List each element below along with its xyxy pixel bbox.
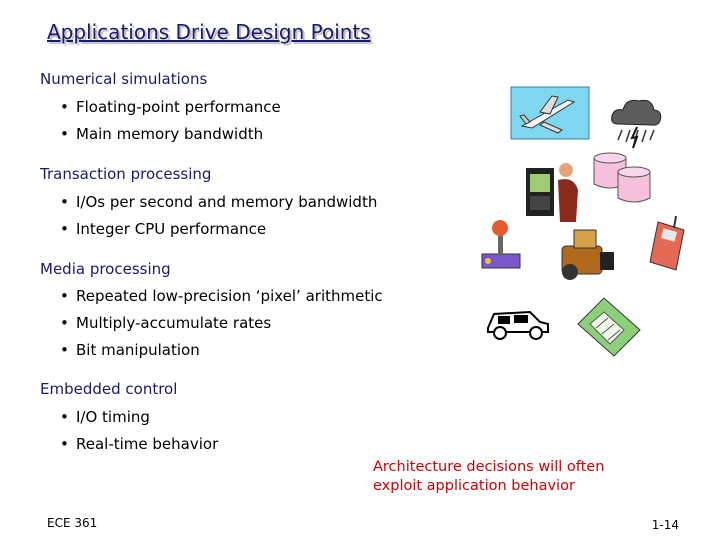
bullet-item [60,341,200,359]
bullet-text: Multiply-accumulate rates [76,314,272,332]
bullet-text: Real-time behavior [76,435,219,453]
section-heading-embedded: Embedded control [40,380,178,398]
car-icon [484,304,552,342]
page-number: 1-14 [651,518,679,532]
course-label: ECE 361 [47,516,98,530]
note-line: Architecture decisions will often [373,459,605,475]
bullet-dot: • [60,98,69,116]
section-heading-transaction: Transaction processing [40,165,212,183]
bullet-item [60,125,263,143]
section-heading-numerical: Numerical simulations [40,70,208,88]
bullet-item [60,220,266,238]
bullet-dot: • [60,125,69,143]
bullet-item [60,287,383,305]
bullet-item [60,98,281,116]
bullet-text: Integer CPU performance [76,220,267,238]
bullet-text: I/O timing [76,408,150,426]
bullet-item [60,314,271,332]
camcorder-icon [556,222,618,284]
joystick-icon [480,218,522,270]
slide-title: Applications Drive Design Points [47,20,371,44]
bullet-dot: • [60,408,69,426]
atm-user-icon [524,160,584,226]
bullet-dot: • [60,193,69,211]
circuit-board-icon [574,294,644,358]
bullet-dot: • [60,314,69,332]
section-heading-media: Media processing [40,260,171,278]
bullet-text: I/Os per second and memory bandwidth [76,193,378,211]
bullet-text: Bit manipulation [76,341,200,359]
airplane-icon [510,86,590,140]
bullet-dot: • [60,435,69,453]
architecture-note [373,458,604,496]
bullet-text: Main memory bandwidth [76,125,264,143]
bullet-item [60,408,150,426]
bullet-text: Repeated low-precision ‘pixel’ arithmetic [76,287,383,305]
storm-cloud-icon [608,94,664,152]
database-icon [592,150,654,206]
note-line: exploit application behavior [373,478,575,494]
bullet-dot: • [60,220,69,238]
bullet-item [60,193,377,211]
bullet-dot: • [60,287,69,305]
bullet-item [60,435,218,453]
cellphone-icon [646,212,692,274]
bullet-text: Floating-point performance [76,98,281,116]
bullet-dot: • [60,341,69,359]
